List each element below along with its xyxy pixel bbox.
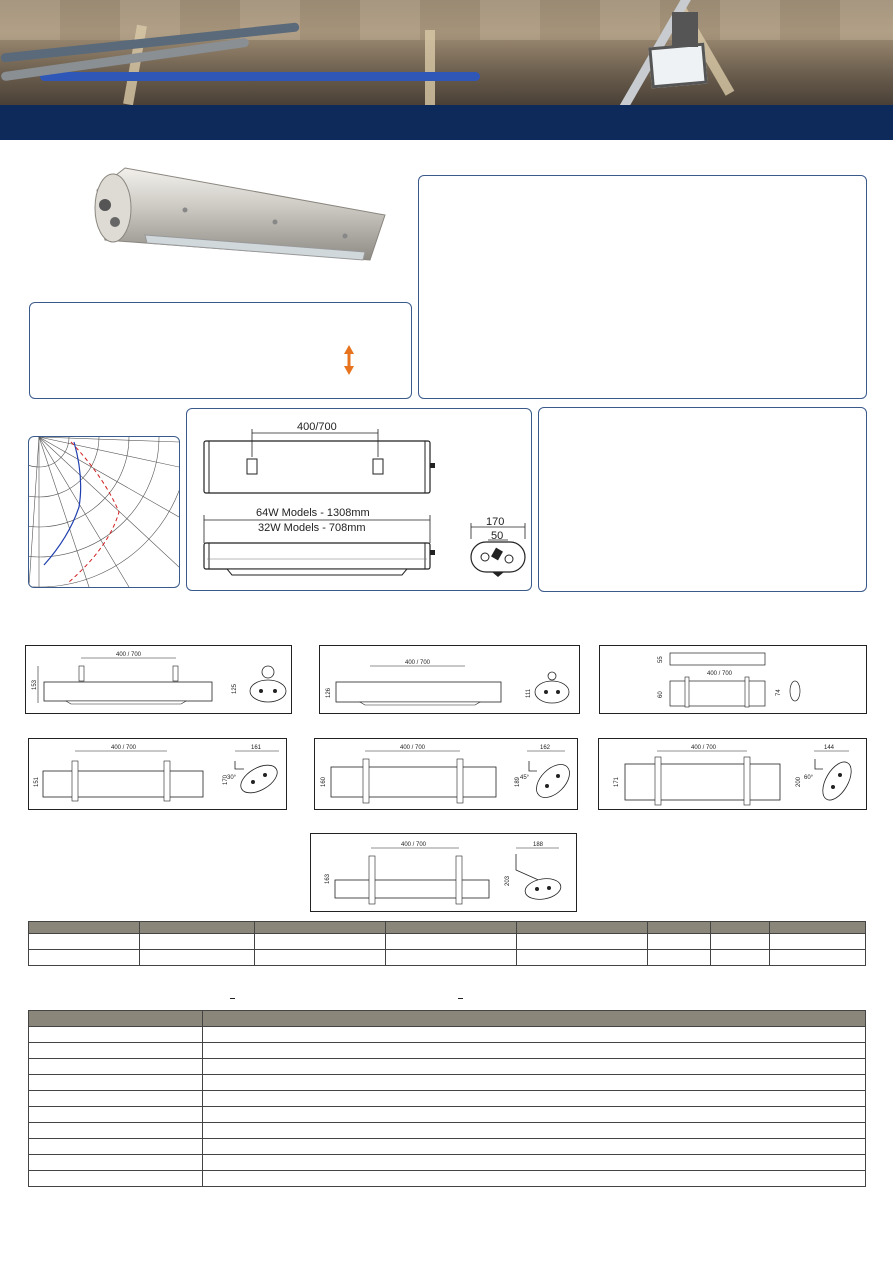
mount-4-spacing: 400 / 700 <box>111 745 137 751</box>
mount-3-end-height: 74 <box>776 689 782 696</box>
mount-5-height: 160 <box>321 776 327 787</box>
mount-6-angle: 60° <box>804 775 814 781</box>
mount-5-end-width: 162 <box>540 745 551 751</box>
mount-drawing-4 <box>28 738 287 810</box>
main-spacing-label: 400/700 <box>297 421 337 433</box>
mount-2-spacing: 400 / 700 <box>405 660 431 666</box>
end-inner-label: 50 <box>491 530 504 542</box>
features-box <box>29 302 412 399</box>
mount-6-spacing: 400 / 700 <box>691 745 717 751</box>
title-band <box>0 105 893 140</box>
mount-3-height: 55 <box>658 656 664 663</box>
mount-7-spacing: 400 / 700 <box>401 842 427 848</box>
mount-4-end-width: 161 <box>251 745 262 751</box>
mount-7-end-height: 203 <box>505 875 511 886</box>
mount-1-height: 153 <box>32 679 38 690</box>
mount-5-angle: 45° <box>520 775 530 781</box>
mount-4-angle: 30° <box>227 775 237 781</box>
length-32w-label: 32W Models - 708mm <box>258 522 366 534</box>
description-box <box>418 175 867 399</box>
mount-6-end-height: 200 <box>796 776 802 787</box>
spec-table-1 <box>28 921 866 966</box>
updown-arrow-icon <box>344 345 354 375</box>
dimension-drawings <box>186 408 532 591</box>
mount-3-height-2: 60 <box>658 691 664 698</box>
mount-4-end-height: 170 <box>223 774 229 785</box>
polar-diagram <box>28 436 180 588</box>
mount-2-end-height: 111 <box>526 688 532 698</box>
mount-4-height: 151 <box>34 776 40 787</box>
mount-2-height: 126 <box>326 687 332 698</box>
spec-table-2 <box>28 1010 866 1187</box>
mount-5-end-height: 189 <box>515 776 521 787</box>
mount-5-spacing: 400 / 700 <box>400 745 426 751</box>
mount-drawing-7 <box>310 833 577 912</box>
end-width-label: 170 <box>486 516 505 528</box>
specification-box <box>538 407 867 592</box>
mount-7-height: 163 <box>325 873 331 884</box>
mount-3-spacing: 400 / 700 <box>707 671 733 677</box>
mount-1-spacing: 400 / 700 <box>116 652 142 658</box>
mount-7-end-width: 188 <box>533 842 544 848</box>
luminaire-photo <box>85 160 395 270</box>
length-64w-label: 64W Models - 1308mm <box>256 507 370 519</box>
mount-6-height: 171 <box>614 776 620 787</box>
header-photo <box>0 0 893 105</box>
mount-6-end-width: 144 <box>824 745 835 751</box>
mount-drawing-6 <box>598 738 867 810</box>
mount-drawing-5 <box>314 738 578 810</box>
mount-drawing-2 <box>319 645 580 714</box>
mount-1-end-height: 125 <box>232 683 238 694</box>
mount-drawing-3 <box>599 645 867 714</box>
mount-drawing-1 <box>25 645 292 714</box>
